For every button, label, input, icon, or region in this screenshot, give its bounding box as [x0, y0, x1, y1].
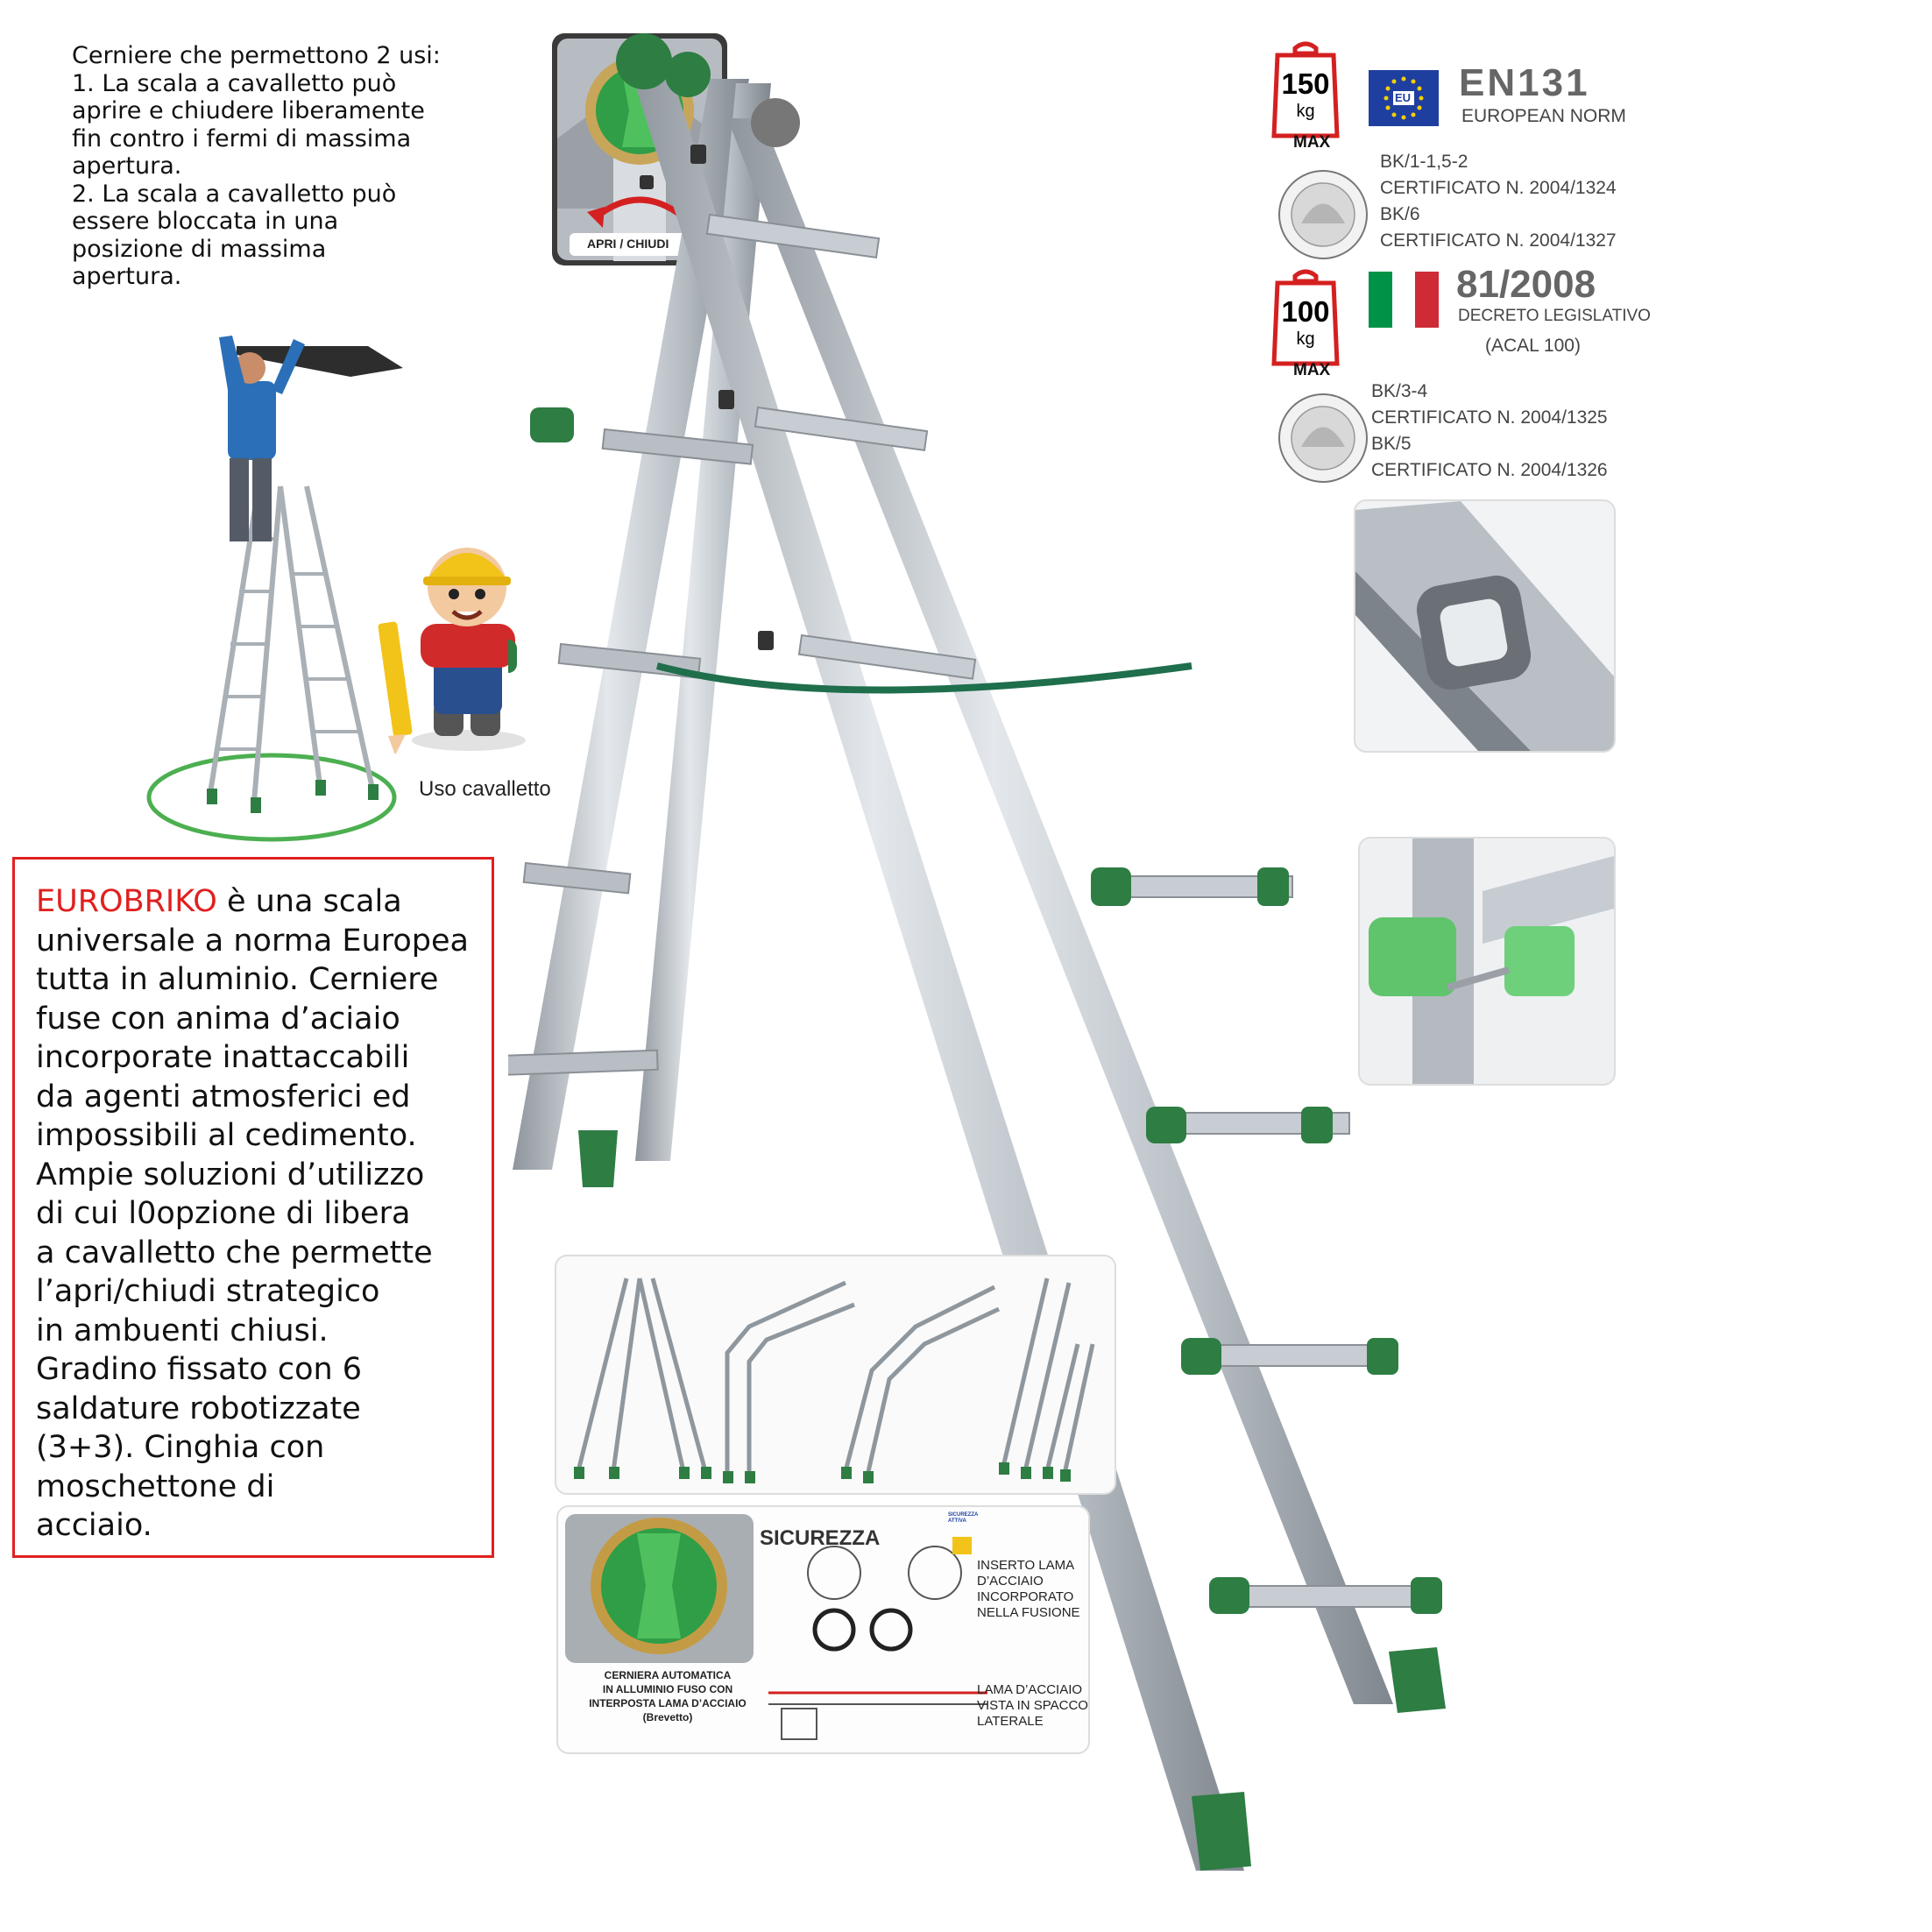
eu-flag-icon [1369, 70, 1439, 126]
hinge-intro-line: posizione di massima [72, 235, 327, 263]
ladder-configurations-panel [555, 1255, 1116, 1495]
description-line: fuse con anima d’aciaio [36, 1001, 400, 1037]
hinge-caption-line: CERNIERA AUTOMATICA [604, 1669, 732, 1681]
norm-81-2008-acal: (ACAL 100) [1485, 336, 1581, 356]
insert-caption [977, 1558, 1080, 1621]
hinge-intro-line: 2. La scala a cavalletto può [72, 180, 397, 208]
hinge-intro-line: essere bloccata in una [72, 208, 339, 235]
description-line: a cavalletto che permette [36, 1235, 433, 1270]
safety-title: SICUREZZA [760, 1526, 881, 1550]
description-line: saldature robotizzate [36, 1391, 361, 1426]
weight-100-value: 100 [1281, 295, 1330, 328]
politecnico-seal-icon [1275, 390, 1371, 486]
cert-line: CERTIFICATO N. 2004/1324 [1380, 178, 1617, 198]
eu-flag-label: EU [1395, 91, 1412, 104]
cert-line: BK/5 [1371, 434, 1412, 454]
cert-line: BK/6 [1380, 204, 1420, 224]
brand-name: EUROBRIKO [36, 884, 217, 919]
cert-line: BK/1-1,5-2 [1380, 152, 1468, 172]
description-line: di cui l0opzione di libera [36, 1196, 411, 1231]
description-line: impossibili al cedimento. [36, 1118, 417, 1153]
weight-150-icon [1270, 39, 1341, 153]
insert-caption-line: NELLA FUSIONE [977, 1605, 1080, 1620]
cartoon-worker-illustration [372, 526, 530, 754]
insert-caption-line: D’ACCIAIO [977, 1574, 1044, 1589]
cert-eu-lines [1380, 149, 1617, 254]
description-line: Ampie soluzioni d’utilizzo [36, 1157, 425, 1192]
weight-100-unit: kg [1296, 329, 1315, 349]
description-first-line [36, 882, 474, 922]
blade-caption-line: VISTA IN SPACCO [977, 1698, 1088, 1713]
weight-150-unit: kg [1296, 102, 1315, 121]
blade-caption [977, 1682, 1088, 1730]
cert-it-lines [1371, 379, 1608, 484]
description-line: tutta in aluminio. Cerniere [36, 962, 439, 997]
description-line: universale a norma Europea [36, 923, 469, 959]
description-box [12, 857, 494, 1558]
hinge-caption [576, 1668, 760, 1724]
hinge-caption-line: INTERPOSTA LAMA D’ACCIAIO [589, 1697, 747, 1709]
norm-en131-subtitle: EUROPEAN NORM [1461, 106, 1626, 126]
safety-panel [556, 1505, 1090, 1754]
description-line: è una scala [216, 884, 402, 919]
hinge-photo-caption: APRI / CHIUDI [587, 237, 669, 251]
insert-caption-line: INSERTO LAMA [977, 1558, 1075, 1573]
rung-weld-detail-photo [1354, 499, 1616, 753]
weight-150-value: 150 [1281, 67, 1330, 100]
description-line: incorporate inattaccabili [36, 1040, 410, 1075]
description-line: l’apri/chiudi strategico [36, 1274, 380, 1309]
patent-label: (Brevetto) [642, 1711, 693, 1723]
usage-caption: Uso cavalletto [419, 777, 551, 801]
italy-flag-icon [1369, 272, 1439, 328]
lock-pin-detail-photo [1358, 837, 1616, 1086]
hinge-intro-line: 1. La scala a cavalletto può [72, 69, 397, 97]
hinge-caption-line: IN ALLUMINIO FUSO CON [602, 1683, 733, 1695]
weight-150-max: MAX [1293, 133, 1331, 152]
weight-100-icon [1270, 267, 1341, 381]
weight-100-max: MAX [1293, 361, 1331, 379]
hinge-intro-line: apertura. [72, 152, 182, 180]
hinge-intro-line: fin contro i fermi di massima [72, 124, 412, 152]
cert-line: CERTIFICATO N. 2004/1326 [1371, 460, 1608, 480]
description-line: (3+3). Cinghia con [36, 1430, 325, 1465]
description-line: acciaio. [36, 1508, 152, 1543]
norm-en131: EN131 [1459, 61, 1590, 104]
insert-caption-line: INCORPORATO [977, 1589, 1074, 1604]
norm-81-2008-subtitle: DECRETO LEGISLATIVO [1458, 307, 1651, 325]
description-line: Gradino fissato con 6 [36, 1352, 363, 1387]
blade-caption-line: LATERALE [977, 1714, 1044, 1729]
hinge-intro-line: aprire e chiudere liberamente [72, 97, 425, 124]
description-line: in ambuenti chiusi. [36, 1313, 329, 1348]
norm-81-2008: 81/2008 [1456, 263, 1596, 306]
blade-caption-line: LAMA D’ACCIAIO [977, 1682, 1083, 1697]
politecnico-seal-icon [1275, 166, 1371, 263]
safety-badge: SICUREZZA ATTIVA [948, 1512, 979, 1524]
description-line: moschettone di [36, 1468, 275, 1504]
description-line: da agenti atmosferici ed [36, 1079, 411, 1115]
hinge-intro-line: Cerniere che permettono 2 usi: [72, 42, 441, 69]
hinge-intro-text [72, 42, 563, 291]
cert-line: CERTIFICATO N. 2004/1325 [1371, 407, 1608, 428]
hinge-intro-line: apertura. [72, 263, 182, 290]
cert-line: BK/3-4 [1371, 381, 1428, 401]
cert-line: CERTIFICATO N. 2004/1327 [1380, 230, 1617, 251]
